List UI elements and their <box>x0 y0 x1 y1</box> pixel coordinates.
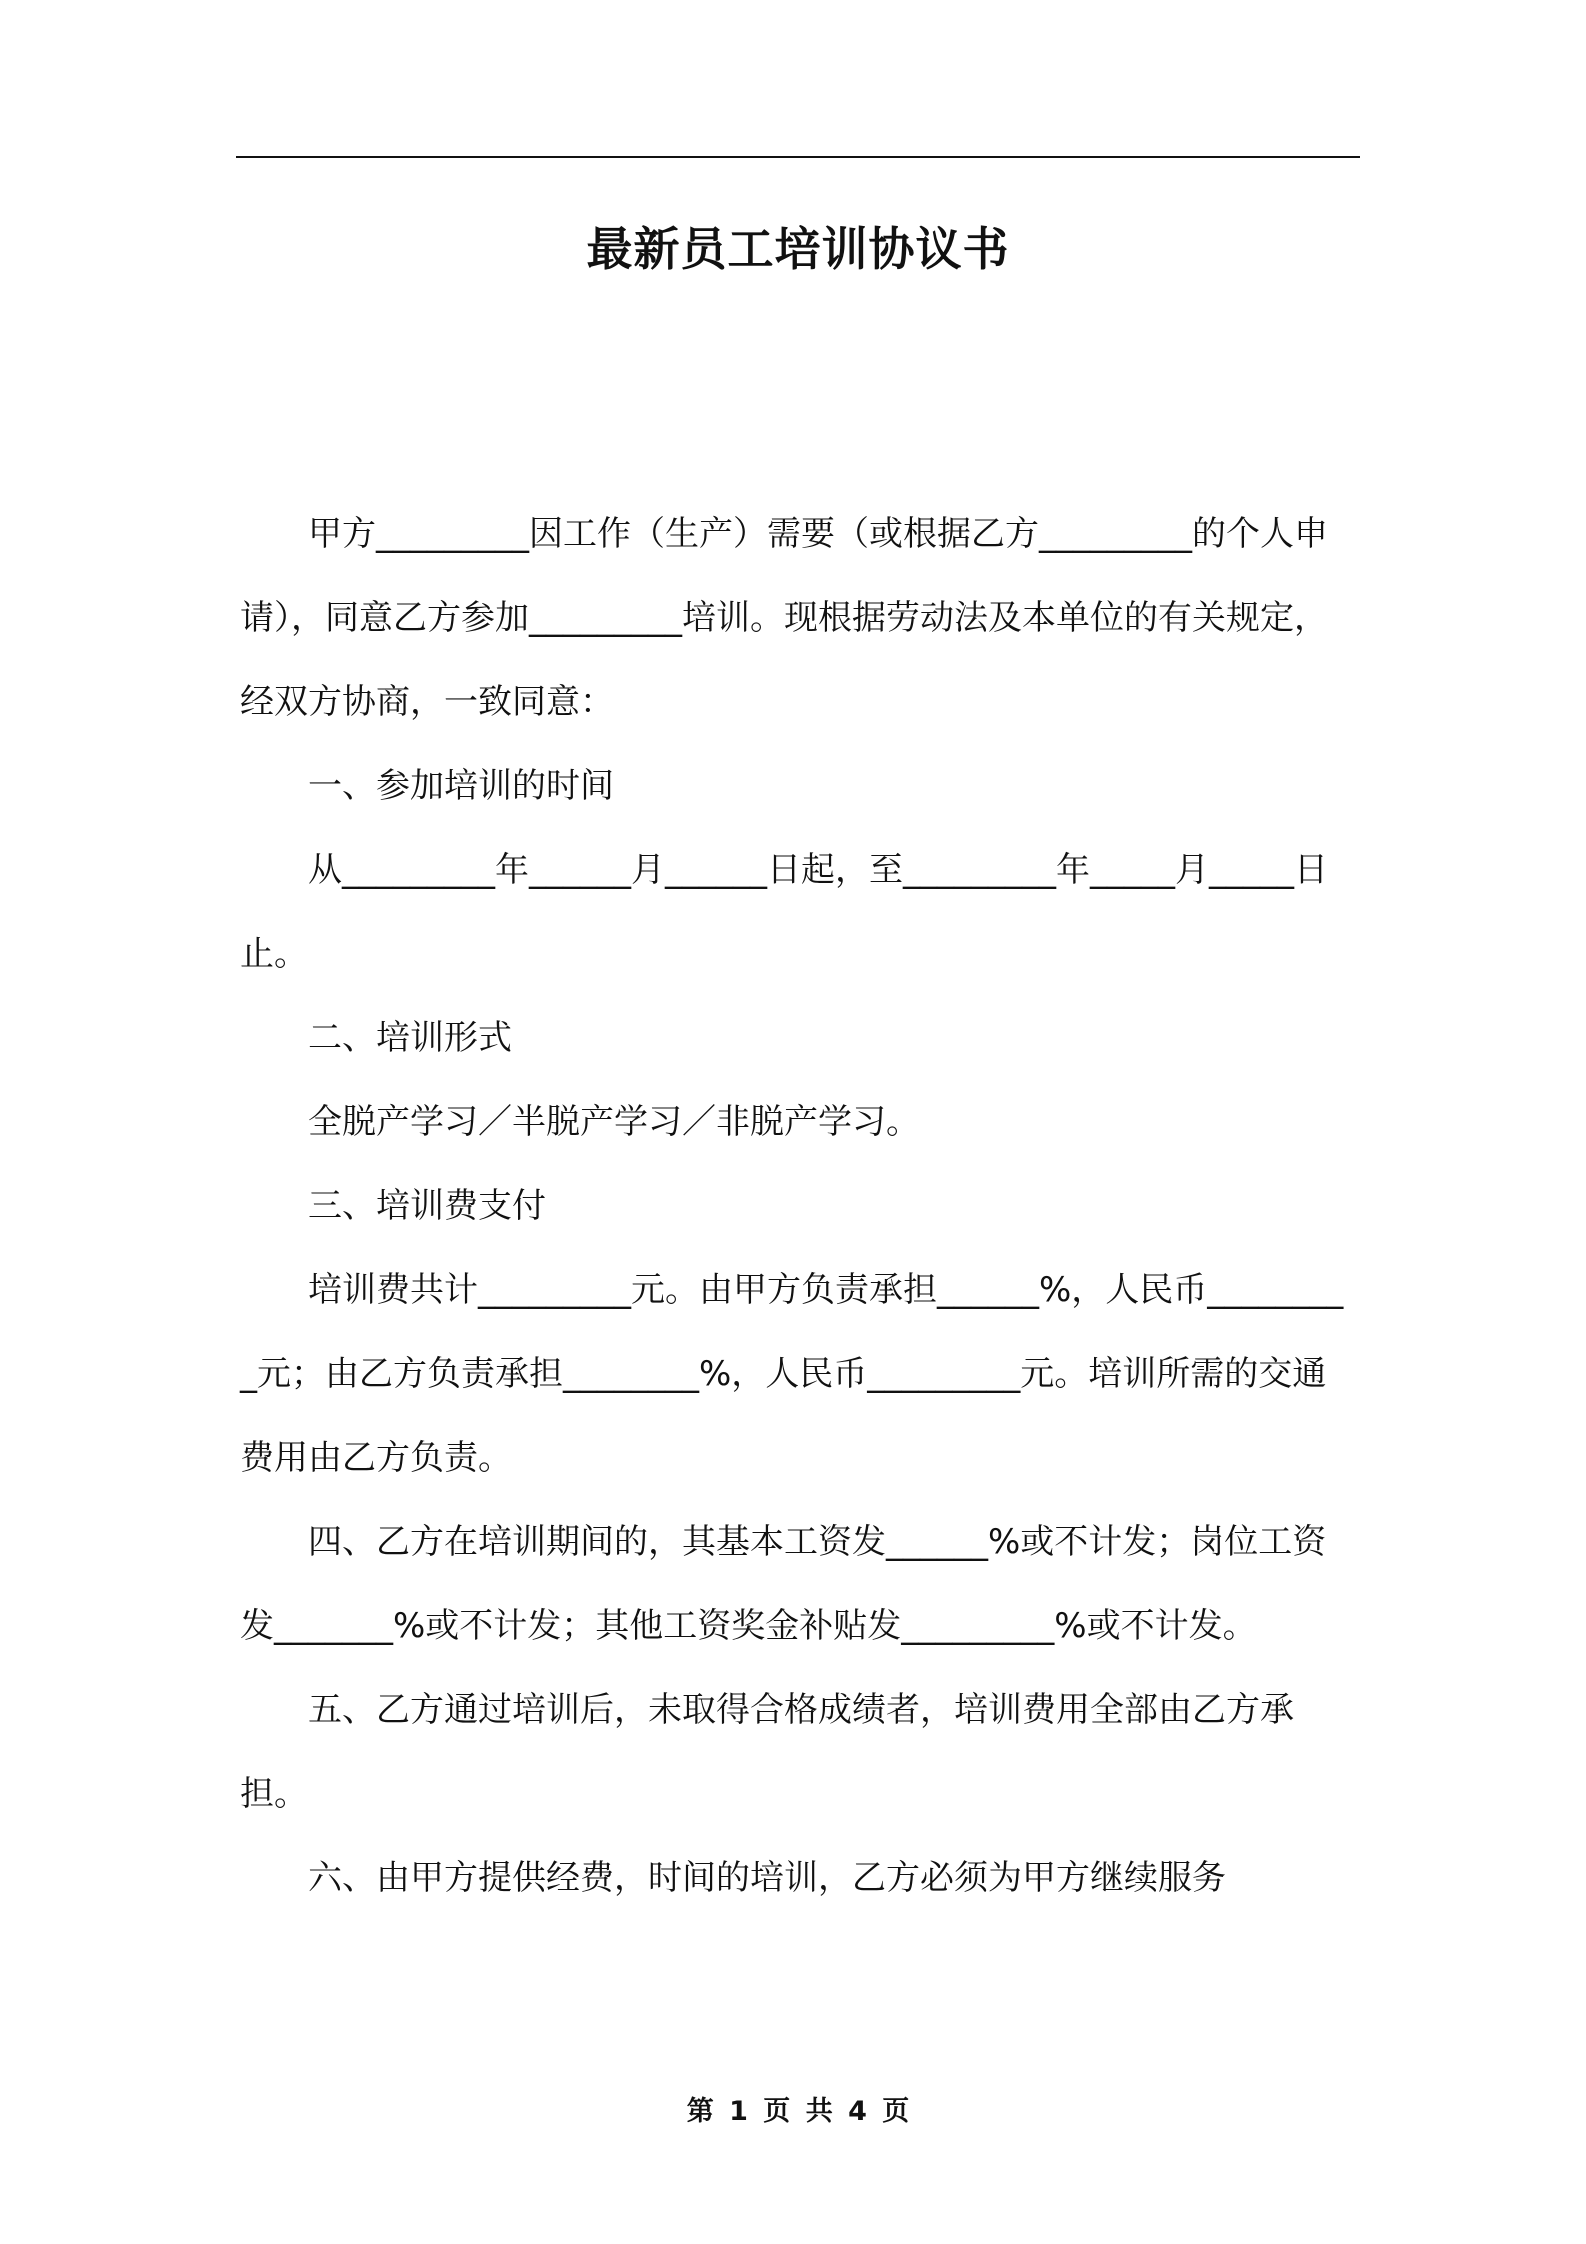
header-rule <box>236 156 1360 158</box>
training-fee-paragraph: 培训费共计_________元。由甲方负责承担______%，人民币_________元；由乙方负责承担________%，人民币_________元。培训所需的交通费用由乙方负责。 <box>240 1270 1344 1478</box>
document-title: 最新员工培训协议书 <box>586 222 1010 276</box>
section-heading-training-fee: 三、培训费支付 <box>308 1186 546 1226</box>
page-footer: 第 1 页 共 4 页 <box>686 2096 910 2127</box>
salary-clause-paragraph: 四、乙方在培训期间的，其基本工资发______%或不计发；岗位工资发_______%或不计发；其他工资奖金补贴发_________%或不计发。 <box>240 1522 1327 1646</box>
document-body <box>240 492 1360 1920</box>
section-heading-training-time: 一、参加培训的时间 <box>308 766 614 806</box>
section-heading-training-form: 二、培训形式 <box>308 1018 512 1058</box>
failure-clause-paragraph: 五、乙方通过培训后，未取得合格成绩者，培训费用全部由乙方承担。 <box>240 1690 1294 1814</box>
service-clause-paragraph: 六、由甲方提供经费，时间的培训，乙方必须为甲方继续服务 <box>308 1858 1226 1898</box>
training-time-paragraph: 从_________年______月______日起，至_________年_____月_____日止。 <box>240 850 1328 974</box>
intro-paragraph: 甲方_________因工作（生产）需要（或根据乙方_________的个人申请），同意乙方参加_________培训。现根据劳动法及本单位的有关规定，经双方协商，一致同意： <box>240 514 1328 722</box>
training-form-paragraph: 全脱产学习／半脱产学习／非脱产学习。 <box>308 1102 920 1142</box>
